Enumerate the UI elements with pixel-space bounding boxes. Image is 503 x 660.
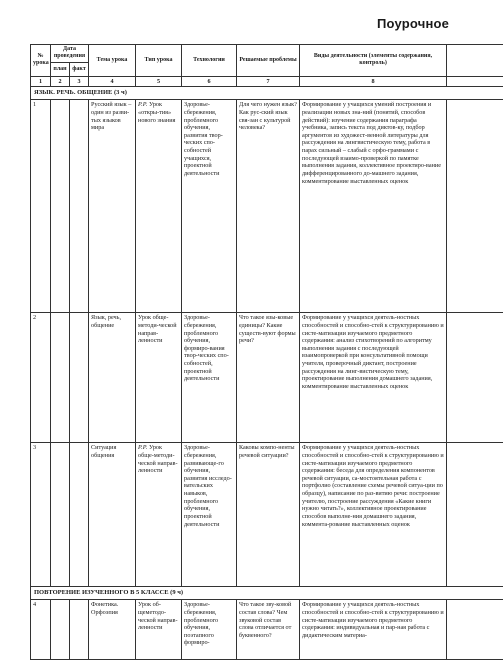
header-topic: Тема урока <box>89 45 136 77</box>
lesson-problems: Для чего нужен язык? Как рус-ский язык свя-зан с культурой человека? <box>237 100 300 313</box>
header-plan: план <box>51 62 70 76</box>
header-fact: факт <box>70 62 89 76</box>
lesson-activities: Формирование у учащихся деятель-ностных способностей и способно-стей к структурированию и систе-матизации изучаемого предметного содержания: индивидуальная и пар-ная работа с дидактическим материа- <box>300 600 447 660</box>
lesson-topic: Ситуация общения <box>89 443 136 587</box>
lesson-type <box>136 600 182 660</box>
lesson-topic: Фонетика. Орфоэпия <box>89 600 136 660</box>
date-plan <box>51 443 70 587</box>
lesson-activities: Формирование у учащихся деятель-ностных способностей и способно-стей к структурированию и систе-матизации изучаемого предметного содержания: анализ стихотворений по алгоритму выполнения задания с последующей взаимопроверкой при консультативной помощи учителя, проверочный диктант, построение рассуждения на линг-вистическую тему, проектирование выполнения домашнего задания, комментирование выставленных оценок <box>300 313 447 443</box>
section-row <box>31 587 503 600</box>
table-row <box>31 100 503 313</box>
lesson-problems: Что такое язы-ковые единицы? Какие существ-вуют формы речи? <box>237 313 300 443</box>
lesson-type-text: Урок «откры-тия» нового знания <box>138 101 175 123</box>
col-number: 2 <box>51 76 70 87</box>
header-lesson-type: Тип урока <box>136 45 182 77</box>
section-title: ПОВТОРЕНИЕ ИЗУЧЕННОГО В 5 КЛАССЕ (9 ч) <box>31 587 503 600</box>
lesson-type <box>136 100 182 313</box>
lesson-number: 4 <box>31 600 51 660</box>
header-cut-column <box>447 45 503 77</box>
lesson-type <box>136 443 182 587</box>
lesson-plan-table <box>30 44 503 660</box>
speech-dev-mark: Р.Р. <box>138 101 147 108</box>
date-plan <box>51 100 70 313</box>
lesson-topic: Язык, речь, общение <box>89 313 136 443</box>
section-title: ЯЗЫК. РЕЧЬ. ОБЩЕНИЕ (3 ч) <box>31 87 503 100</box>
col-number: 8 <box>300 76 447 87</box>
table-row <box>31 443 503 587</box>
date-fact <box>70 443 89 587</box>
header-activities: Виды деятельности (элементы содержания, контроль) <box>300 45 447 77</box>
lesson-topic: Русский язык – один из разви-тых языков мира <box>89 100 136 313</box>
date-plan <box>51 600 70 660</box>
lesson-technologies: Здоровье-сбережения, проблемного обучения, поэтапного формиро- <box>182 600 237 660</box>
lesson-number: 3 <box>31 443 51 587</box>
lesson-technologies: Здоровье-сбережения, проблемного обучения, формиро-вания твор-ческих спо-собностей, проектной деятельности <box>182 313 237 443</box>
col-number: 7 <box>237 76 300 87</box>
header-lesson-number: № урока <box>31 45 51 77</box>
table-row <box>31 600 503 660</box>
lesson-problems: Что такое зву-ковой состав слова? Чем звуковой состав слова отличается от буквенного? <box>237 600 300 660</box>
col-number: 3 <box>70 76 89 87</box>
lesson-type-text: Урок об-щеметодо-ческой направ-ленности <box>138 601 178 631</box>
date-fact <box>70 600 89 660</box>
column-number-row <box>31 76 503 87</box>
page-title: Поурочное <box>377 16 487 31</box>
header-problems: Решаемые проблемы <box>237 45 300 77</box>
col-number: 4 <box>89 76 136 87</box>
section-row <box>31 87 503 100</box>
lesson-technologies: Здоровье-сбережения, развивающе-го обучения, развития исследо-вательских навыков, проблемного обучения, проектной деятельности <box>182 443 237 587</box>
lesson-problems: Каковы компо-ненты речевой ситуации? <box>237 443 300 587</box>
date-plan <box>51 313 70 443</box>
col-number: 5 <box>136 76 182 87</box>
date-fact <box>70 100 89 313</box>
date-fact <box>70 313 89 443</box>
header-dates: Дата проведения <box>51 45 89 63</box>
col-number: 6 <box>182 76 237 87</box>
table-row <box>31 313 503 443</box>
lesson-number: 2 <box>31 313 51 443</box>
col-number: 1 <box>31 76 51 87</box>
lesson-type-text: Урок обще-методи-ческой направ-ленности <box>138 444 178 474</box>
lesson-activities: Формирование у учащихся деятель-ностных способностей и способно-стей к структурированию и систе-матизации изучаемого предметного содержания: беседа для определения компонентов речевой ситуации, са-мостоятельная работа с портфолио (составление схемы речевой ситуа-ции по образцу), написание по раз-витию речи: построение учителю, построение рассуждения «Какие книги нужно читать?», коллективное проектирование способов выполне-ния домашнего задания, коммента-рование выставленных оценок <box>300 443 447 587</box>
speech-dev-mark: Р.Р. <box>138 444 147 451</box>
lesson-type-text: Урок обще-методи-ческой направ-ленности <box>138 314 177 344</box>
lesson-technologies: Здоровье-сбережения, проблемного обучения, развития твор-ческих спо-собностей учащихся, проектной деятельности <box>182 100 237 313</box>
lesson-activities: Формирование у учащихся умений построения и реализации новых зна-ний (понятий, способов действий): изучение содержания параграфа учебника, запись текста под диктов-ку, подбор аргументов из художест-венной литературы для рассуждения на лингвистическую тему, работа в парах сильный – слабый с орфо-граммами с последующей взаимо-проверкой по памятке выполнения задания, коллективное проектиро-вание дифференцированного до-машнего задания, комментирование выставленных оценок <box>300 100 447 313</box>
header-technologies: Технологии <box>182 45 237 77</box>
lesson-number: 1 <box>31 100 51 313</box>
lesson-type <box>136 313 182 443</box>
